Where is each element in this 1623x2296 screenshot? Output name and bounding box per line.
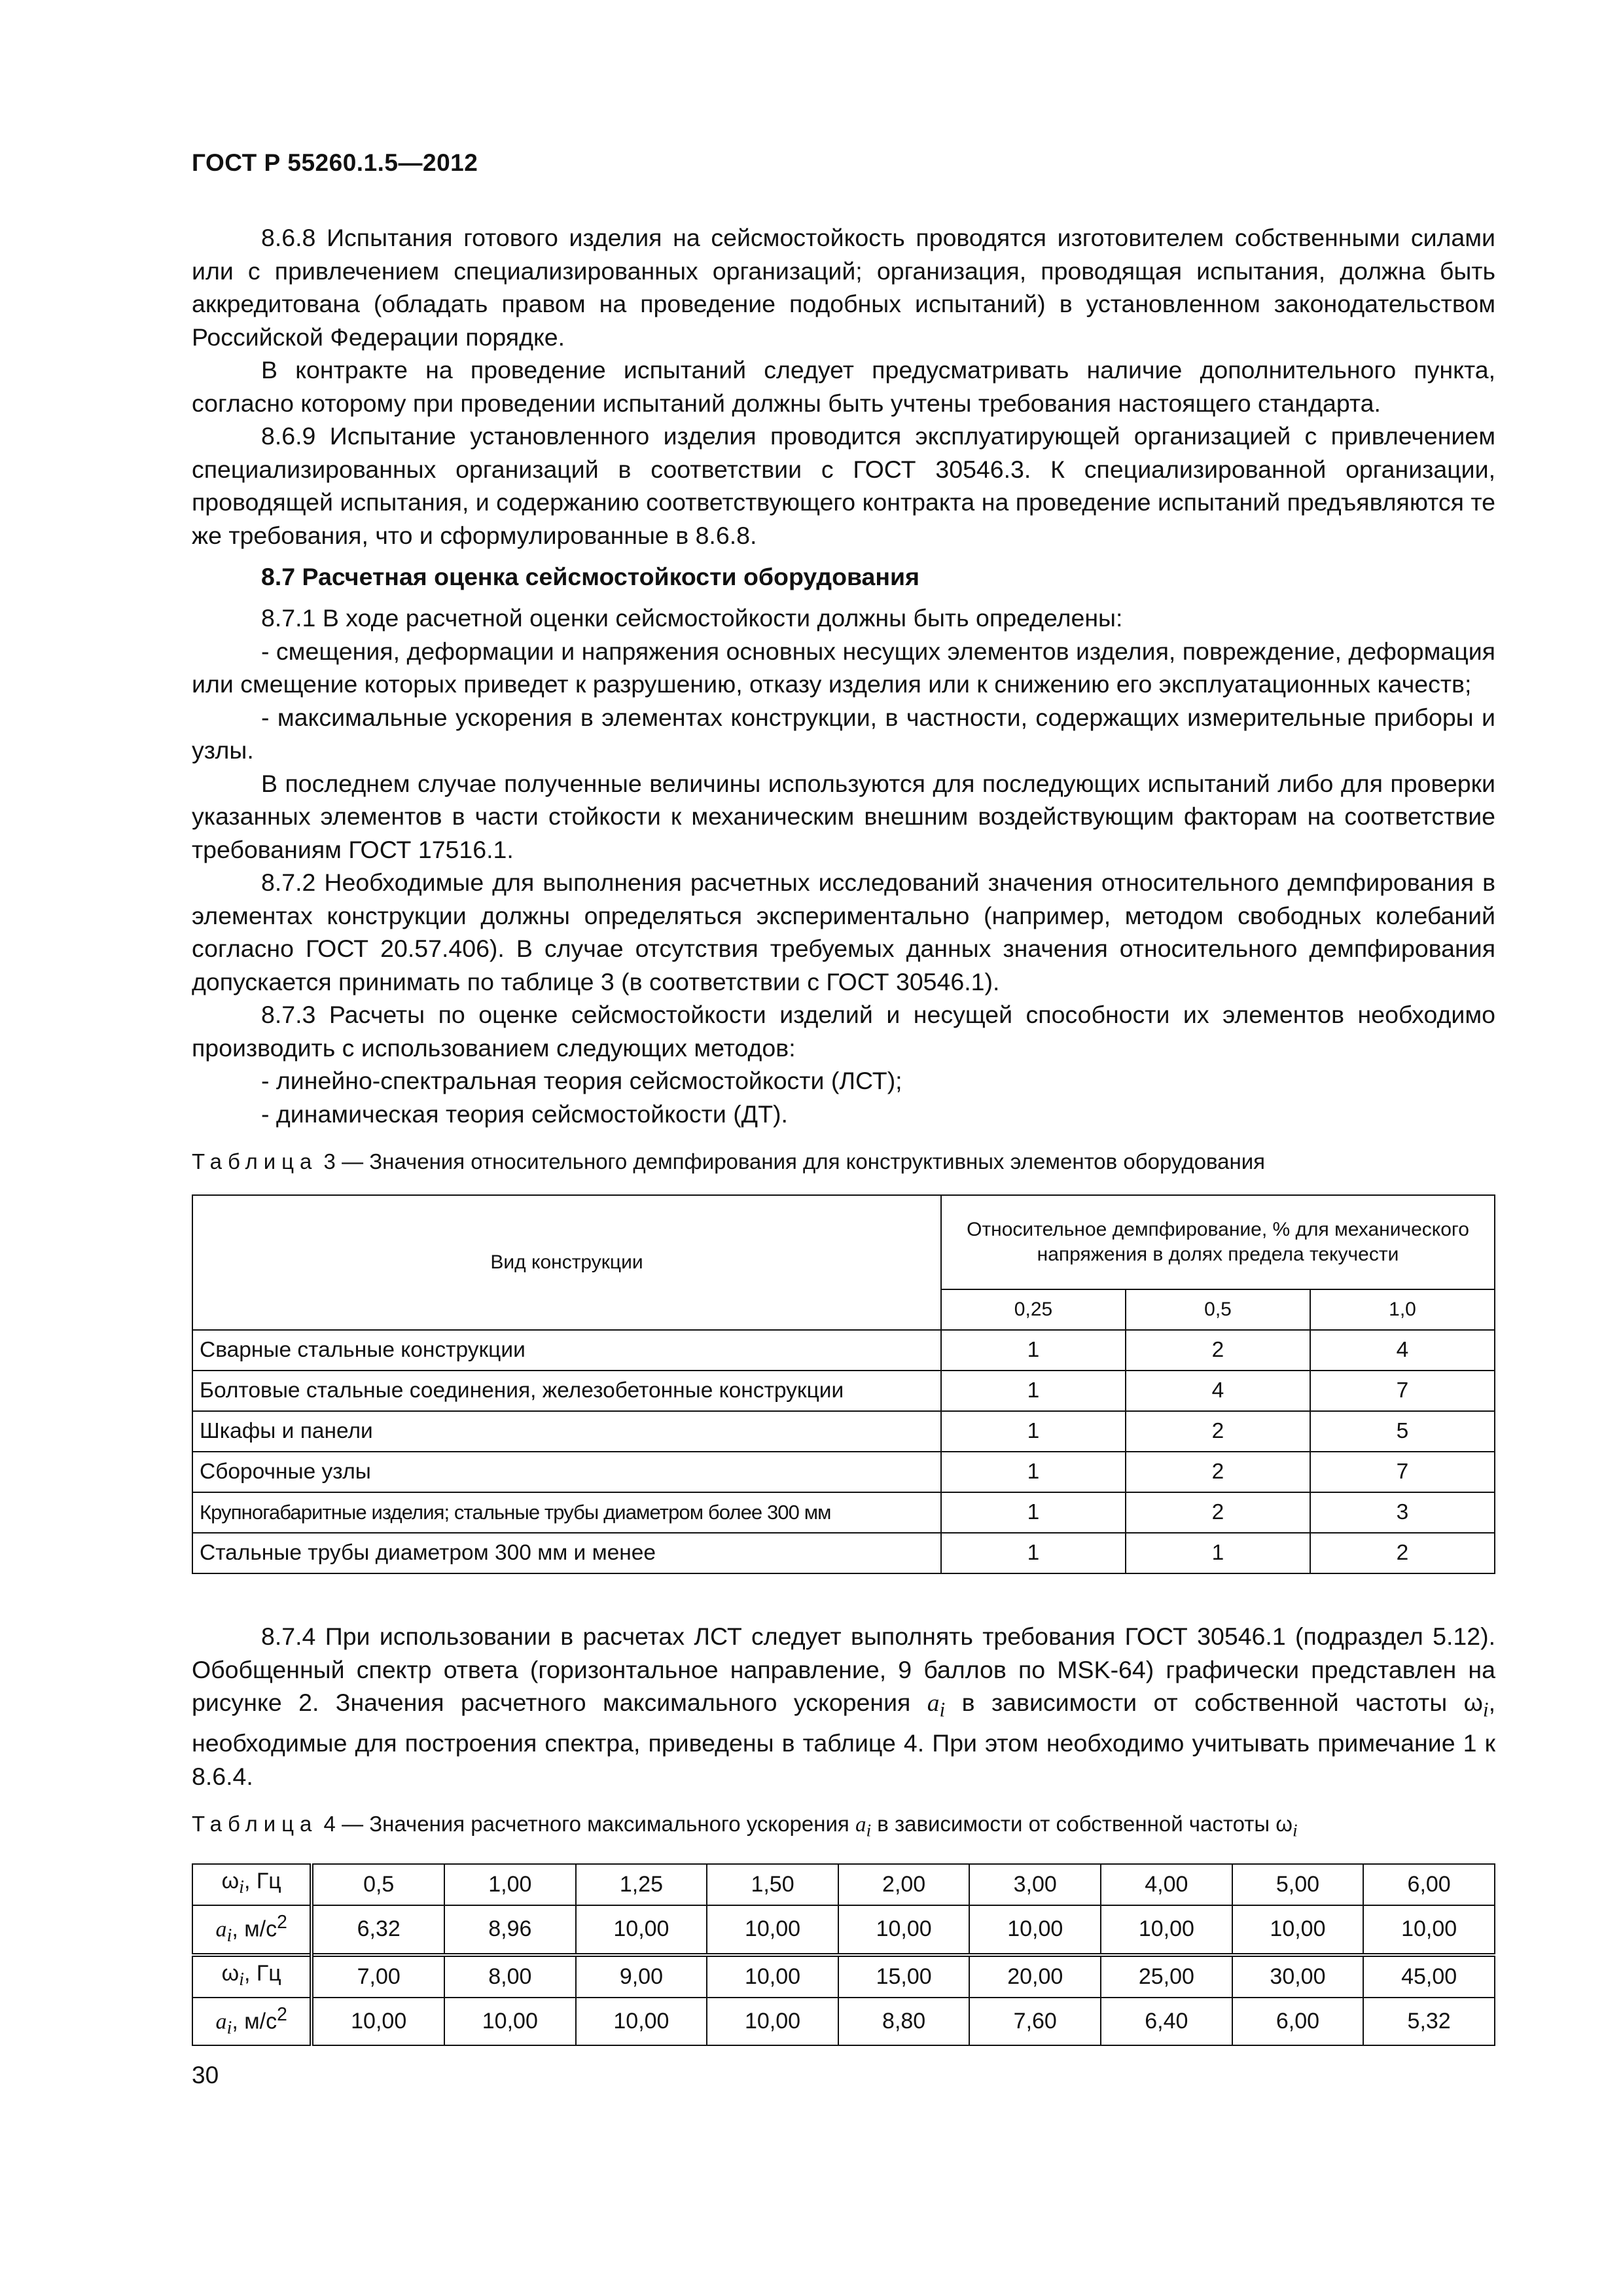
table-cell-value: 1 [941, 1411, 1126, 1452]
table-3-header-damping: Относительное демпфирование, % для механического напряжения в долях предела текучести [941, 1195, 1495, 1289]
subscript-index: i [239, 1877, 244, 1898]
table-row-frequency [192, 1955, 1495, 1998]
table-row [192, 1411, 1495, 1452]
table-cell-value: 10,00 [707, 1955, 838, 1998]
row-label-acceleration [192, 1998, 312, 2046]
table-cell-value: 1,25 [576, 1864, 707, 1905]
table-cell-value: 2 [1310, 1533, 1495, 1573]
table-4-caption-text-mid: в зависимости от собственной частоты [871, 1812, 1276, 1836]
table-cell-value: 10,00 [707, 1998, 838, 2046]
subscript-index: i [1482, 1698, 1489, 1721]
table-cell-value: 2 [1126, 1492, 1310, 1533]
paragraph-8-7-4-part-b: в зависимости от собственной частоты [945, 1689, 1464, 1716]
acceleration-symbol: a [215, 2009, 227, 2034]
table-cell-value: 2,00 [838, 1864, 970, 1905]
row-label-frequency [192, 1864, 312, 1905]
table-cell-value: 7 [1310, 1452, 1495, 1492]
table-cell-kind: Стальные трубы диаметром 300 мм и менее [192, 1533, 941, 1573]
table-cell-value: 10,00 [312, 1998, 444, 2046]
table-cell-kind: Сборочные узлы [192, 1452, 941, 1492]
table-cell-value: 7,60 [969, 1998, 1101, 2046]
table-4-caption-text: 4 — Значения расчетного максимального ускорения [317, 1812, 855, 1836]
table-cell-kind: Шкафы и панели [192, 1411, 941, 1452]
subscript-index: i [1293, 1820, 1298, 1840]
paragraph-8-7-1: 8.7.1 В ходе расчетной оценки сейсмостойкости должны быть определены: [261, 604, 1123, 632]
table-cell-value: 6,32 [312, 1905, 444, 1955]
table-cell-value: 2 [1126, 1330, 1310, 1371]
paragraph-8-7-4-part-c: , необходимые для построения спектра, приведены в таблице 4. При этом необходимо учитывать примечание 1 к 8.6.4. [192, 1689, 1495, 1790]
table-cell-value: 6,00 [1363, 1864, 1495, 1905]
table-cell-value: 4,00 [1101, 1864, 1232, 1905]
table-cell-value: 7 [1310, 1371, 1495, 1411]
table-cell-value: 10,00 [707, 1905, 838, 1955]
table-row-acceleration [192, 1905, 1495, 1955]
table-row [192, 1492, 1495, 1533]
document-body [192, 221, 1495, 2046]
table-cell-value: 3 [1310, 1492, 1495, 1533]
table-cell-value: 3,00 [969, 1864, 1101, 1905]
row-label-frequency [192, 1955, 312, 1998]
paragraph-8-7-4-part-a: 8.7.4 При использовании в расчетах ЛСТ следует выполнять требования ГОСТ 30546.1 (подраздел 5.12). Обобщенный спектр ответа (горизонтальное направление, 9 баллов по MSK-64) графически представлен на рисунке 2. Значения расчетного максимального ускорения [192, 1623, 1495, 1716]
subscript-index: i [226, 2017, 232, 2038]
paragraph-last-case: В последнем случае полученные величины используются для последующих испытаний либо для проверки указанных элементов в части стойкости к механическим внешним воздействующим факторам на соответствие требованиям ГОСТ 17516.1. [192, 769, 1495, 863]
table-row-acceleration [192, 1998, 1495, 2046]
subscript-index: i [239, 1969, 244, 1990]
table-cell-value: 6,00 [1232, 1998, 1364, 2046]
table-cell-value: 7,00 [312, 1955, 444, 1998]
table-cell-value: 15,00 [838, 1955, 970, 1998]
frequency-symbol: ω [1275, 1812, 1293, 1836]
subscript-index: i [226, 1926, 232, 1946]
frequency-symbol: ω [1463, 1689, 1483, 1716]
table-cell-value: 30,00 [1232, 1955, 1364, 1998]
paragraph-8-7-3: 8.7.3 Расчеты по оценке сейсмостойкости изделий и несущей способности их элементов необходимо производить с использованием следующих методов: [192, 1001, 1495, 1062]
table-cell-value: 1 [941, 1452, 1126, 1492]
table-cell-value: 10,00 [1101, 1905, 1232, 1955]
table-cell-value: 1,50 [707, 1864, 838, 1905]
acceleration-symbol: a [215, 1917, 227, 1942]
table-cell-value: 9,00 [576, 1955, 707, 1998]
table-3-header-kind: Вид конструкции [192, 1195, 941, 1330]
page-number: 30 [192, 2062, 219, 2089]
acceleration-symbol: a [927, 1690, 940, 1717]
table-cell-value: 1 [1126, 1533, 1310, 1573]
table-cell-value: 45,00 [1363, 1955, 1495, 1998]
unit-exponent: 2 [277, 1911, 287, 1933]
table-cell-value: 20,00 [969, 1955, 1101, 1998]
frequency-symbol: ω [221, 1868, 240, 1893]
table-row [192, 1533, 1495, 1573]
section-heading-8-7: 8.7 Расчетная оценка сейсмостойкости оборудования [261, 563, 919, 590]
table-cell-value: 10,00 [1232, 1905, 1364, 1955]
row-label-acceleration [192, 1905, 312, 1955]
table-4-accelerations [192, 1863, 1495, 2047]
subscript-index: i [866, 1820, 872, 1840]
table-cell-value: 10,00 [838, 1905, 970, 1955]
frequency-symbol: ω [221, 1960, 240, 1986]
table-cell-value: 2 [1126, 1452, 1310, 1492]
table-cell-value: 6,40 [1101, 1998, 1232, 2046]
table-cell-value: 4 [1310, 1330, 1495, 1371]
table-3-subheader: 0,5 [1126, 1289, 1310, 1330]
paragraph-8-6-8: 8.6.8 Испытания готового изделия на сейсмостойкость проводятся изготовителем собственными силами или с привлечением специализированных организаций; организация, проводящая испытания, должна быть аккредитована (обладать правом на проведение подобных испытаний) в установленном законодательством Российской Федерации порядке. [192, 224, 1495, 351]
table-cell-value: 1,00 [444, 1864, 576, 1905]
table-3-subheader: 1,0 [1310, 1289, 1495, 1330]
table-cell-value: 10,00 [1363, 1905, 1495, 1955]
paragraph-8-6-9: 8.6.9 Испытание установленного изделия проводится эксплуатирующей организацией с привлечением специализированных организаций в соответствии с ГОСТ 30546.3. К специализированной организации, проводящей испытания, и содержанию соответствующего контракта на проведение испытаний предъявляются те же требования, что и сформулированные в 8.6.8. [192, 422, 1495, 549]
paragraph-contract: В контракте на проведение испытаний следует предусматривать наличие дополнительного пункта, согласно которому при проведении испытаний должны быть учтены требования настоящего стандарта. [192, 356, 1495, 417]
paragraph-8-7-4 [192, 1620, 1495, 1793]
table-cell-value: 0,5 [312, 1864, 444, 1905]
table-cell-value: 2 [1126, 1411, 1310, 1452]
table-cell-value: 10,00 [576, 1998, 707, 2046]
table-cell-value: 5 [1310, 1411, 1495, 1452]
list-item-dt: - динамическая теория сейсмостойкости (ДТ). [261, 1100, 788, 1128]
unit-label: , м/с [232, 2009, 277, 2034]
table-row-frequency [192, 1864, 1495, 1905]
table-cell-value: 1 [941, 1492, 1126, 1533]
table-row [192, 1330, 1495, 1371]
table-cell-value: 10,00 [576, 1905, 707, 1955]
unit-label: , Гц [244, 1960, 281, 1986]
table-3-caption-text: 3 — Значения относительного демпфирования для конструктивных элементов оборудования [317, 1149, 1266, 1174]
unit-exponent: 2 [277, 2003, 287, 2025]
document-code-header: ГОСТ Р 55260.1.5—2012 [192, 149, 478, 176]
table-cell-value: 25,00 [1101, 1955, 1232, 1998]
table-3-subheader: 0,25 [941, 1289, 1126, 1330]
list-item-lst: - линейно-спектральная теория сейсмостойкости (ЛСТ); [261, 1067, 902, 1094]
list-item-accelerations: - максимальные ускорения в элементах конструкции, в частности, содержащих измерительные приборы и узлы. [192, 703, 1495, 764]
table-cell-value: 8,96 [444, 1905, 576, 1955]
table-cell-value: 1 [941, 1533, 1126, 1573]
table-cell-value: 8,80 [838, 1998, 970, 2046]
table-cell-kind: Сварные стальные конструкции [192, 1330, 941, 1371]
table-cell-value: 5,00 [1232, 1864, 1364, 1905]
table-cell-kind: Крупногабаритные изделия; стальные трубы диаметром более 300 мм [192, 1492, 941, 1533]
table-cell-value: 4 [1126, 1371, 1310, 1411]
unit-label: , м/с [232, 1916, 277, 1942]
table-cell-kind: Болтовые стальные соединения, железобетонные конструкции [192, 1371, 941, 1411]
paragraph-8-7-2: 8.7.2 Необходимые для выполнения расчетных исследований значения относительного демпфирования в элементах конструкции должны определяться экспериментально (например, методом свободных колебаний согласно ГОСТ 20.57.406). В случае отсутствия требуемых данных значения относительного демпфирования допускается принимать по таблице 3 (в соответствии с ГОСТ 30546.1). [192, 869, 1495, 996]
table-3-caption [192, 1147, 1495, 1176]
subscript-index: i [939, 1698, 946, 1721]
table-cell-value: 8,00 [444, 1955, 576, 1998]
acceleration-symbol: a [855, 1813, 866, 1837]
table-cell-value: 1 [941, 1330, 1126, 1371]
table-3-caption-word: Таблица [192, 1149, 318, 1174]
table-cell-value: 5,32 [1363, 1998, 1495, 2046]
unit-label: , Гц [244, 1868, 281, 1893]
table-cell-value: 10,00 [444, 1998, 576, 2046]
table-4-caption [192, 1810, 1495, 1845]
table-row [192, 1452, 1495, 1492]
table-cell-value: 1 [941, 1371, 1126, 1411]
list-item-displacements: - смещения, деформации и напряжения основных несущих элементов изделия, повреждение, деформация или смещение которых приведет к разрушению, отказу изделия или к снижению его эксплуатационных качеств; [192, 637, 1495, 698]
table-4-caption-word: Таблица [192, 1812, 318, 1836]
table-row [192, 1371, 1495, 1411]
table-cell-value: 10,00 [969, 1905, 1101, 1955]
table-3-damping [192, 1194, 1495, 1574]
